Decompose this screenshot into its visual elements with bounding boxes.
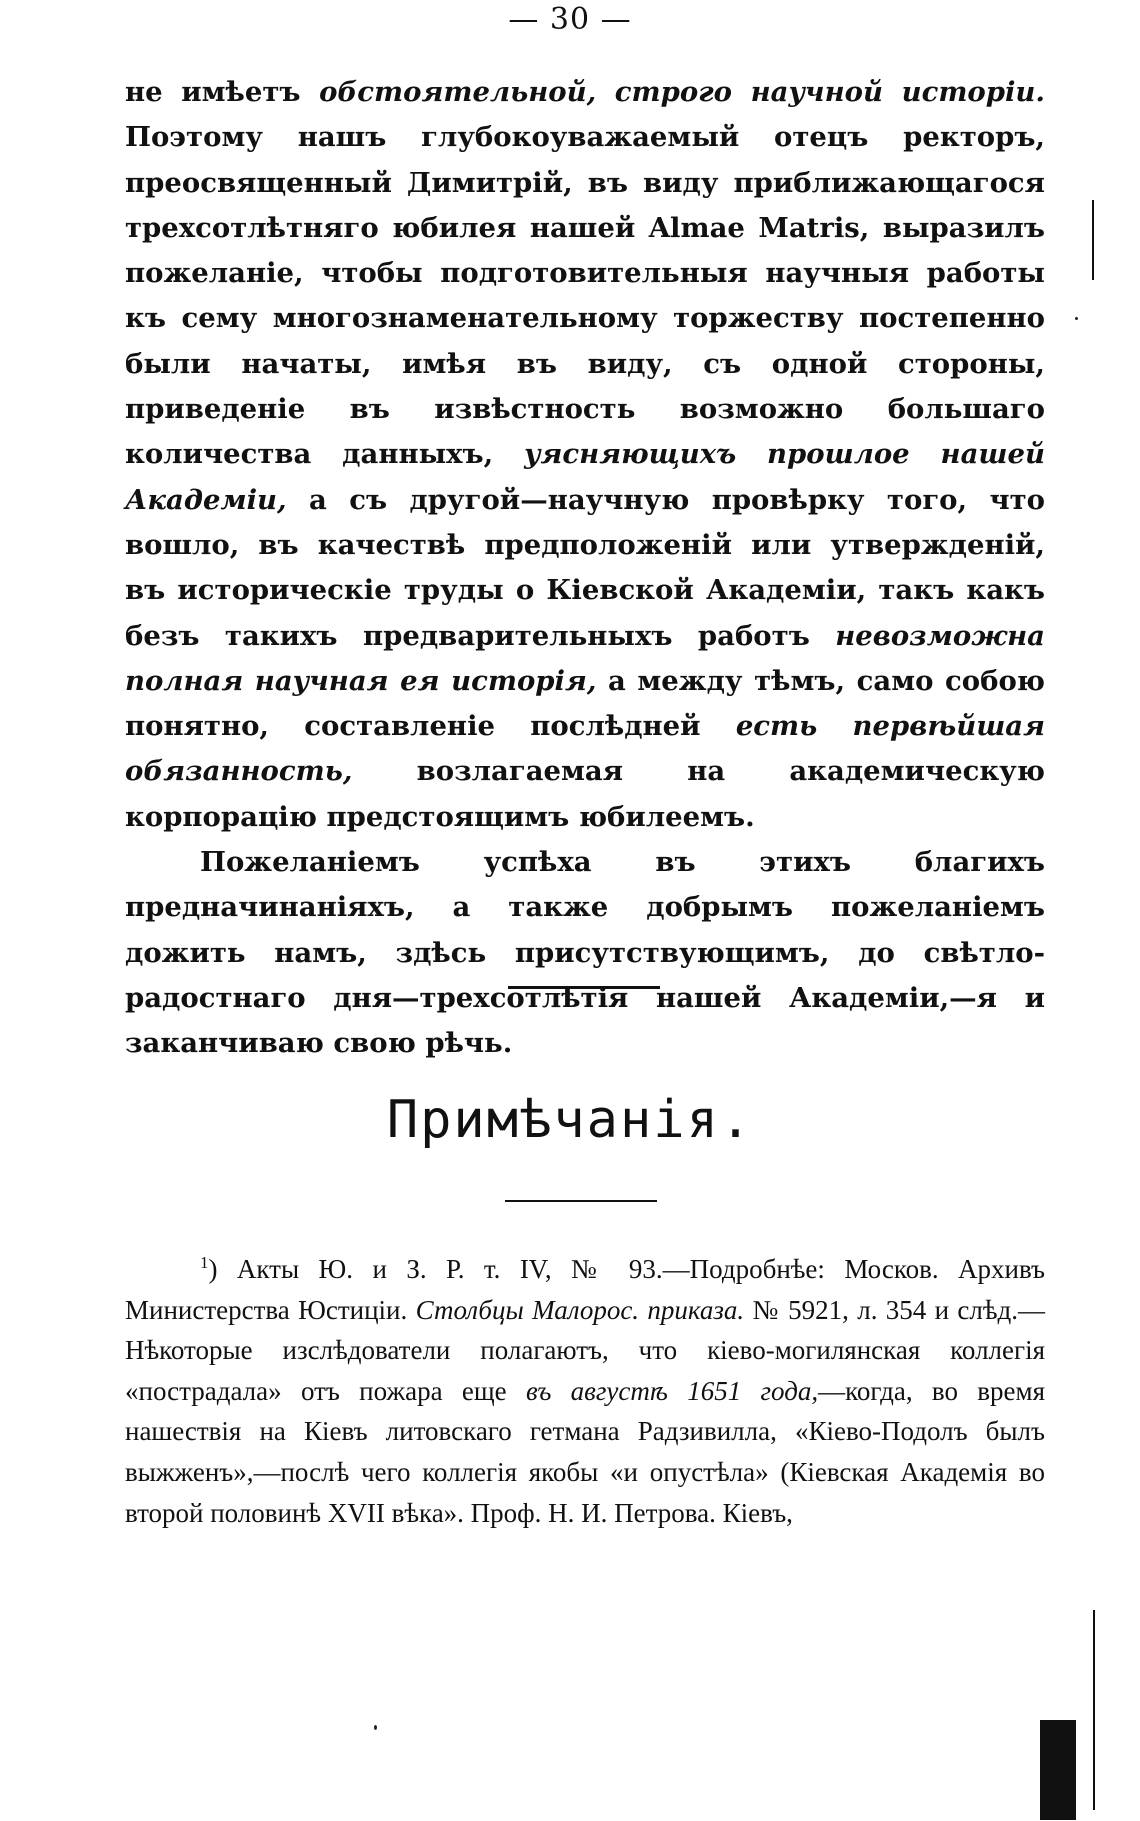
paragraph-1-text-1: не имѣетъ bbox=[125, 76, 320, 108]
paragraph-1-text-2: Поэтому нашъ глубокоуважаемый отецъ ректоръ, преосвященный Димитрій, въ виду приближающагося трехсотлѣтняго юбилея нашей Almae Matris, выразилъ пожеланіе, чтобы подготовительныя научныя работы къ сему многознаменательному торжеству постепенно были начаты, имѣя въ виду, съ одной стороны, приведеніе въ извѣстность возможно большаго количества данныхъ, bbox=[125, 121, 1045, 471]
section-divider-top bbox=[508, 986, 660, 989]
page-number: — 30 — bbox=[508, 2, 632, 37]
scan-speck bbox=[374, 1725, 377, 1730]
note-1-text-3: —когда, во время нашествія на Кіевъ литовскаго гетмана Радзивилла, «Кіево-Подолъ былъ выжженъ»,—послѣ чего коллегія якобы «и опустѣла» (Кіевская Академія во второй половинѣ XVII вѣка». Проф. Н. И. Петрова. Кіевъ, bbox=[125, 1375, 1046, 1528]
paragraph-1-text-5: возлагаемая на академическую корпорацію предстоящимъ юбилеемъ. bbox=[125, 755, 1045, 833]
scan-edge-mark bbox=[1040, 1720, 1076, 1820]
paragraph-1 bbox=[125, 70, 1045, 840]
notes-body bbox=[125, 1249, 1045, 1533]
speech-body bbox=[125, 70, 1045, 1067]
scan-edge-mark bbox=[1092, 200, 1094, 280]
section-divider-bottom bbox=[505, 1200, 657, 1202]
scan-edge-mark bbox=[1093, 1610, 1095, 1810]
note-1-italic-2: въ августѣ 1651 года, bbox=[525, 1375, 819, 1406]
note-1-text-1: ) Акты Ю. и З. Р. т. IV, № 93.—Подробнѣе: Москов. Архивъ Министерства Юстиціи. bbox=[125, 1254, 1045, 1325]
paragraph-1-italic-3: невозможна полная научная ея исторія, bbox=[125, 619, 1045, 697]
paragraph-1-italic-2: уясняющихъ прошлое нашей Академіи, bbox=[125, 438, 1045, 516]
note-1-marker: 1 bbox=[200, 1253, 209, 1272]
paragraph-1-italic-1: обстоятельной, строго научной исторіи. bbox=[319, 76, 1045, 108]
note-1-text-2: № 5921, л. 354 и слѣд.—Нѣкоторые изслѣдователи полагаютъ, что кіево-могилянская коллегія «пострадала» отъ пожара еще bbox=[125, 1294, 1046, 1406]
notes-heading: Примѣчанія. bbox=[386, 1090, 754, 1150]
note-1-italic-1: Столбцы Малорос. приказа. bbox=[415, 1294, 745, 1325]
note-1 bbox=[125, 1249, 1045, 1533]
paragraph-1-italic-4: есть первѣйшая обязанность, bbox=[125, 710, 1045, 788]
paragraph-2: Пожеланіемъ успѣха въ этихъ благихъ предначинаніяхъ, а также добрымъ пожеланіемъ дожить намъ, здѣсь присутствующимъ, до свѣтло-радостнаго дня—трехсотлѣтія нашей Академіи,—я и заканчиваю свою рѣчь. bbox=[125, 846, 1045, 1060]
paragraph-1-text-4: а между тѣмъ, само собою понятно, составленіе послѣдней bbox=[125, 664, 1045, 743]
paragraph-1-text-3: а съ другой—научную провѣрку того, что вошло, въ качествѣ предположеній или утвержденій, въ историческіе труды о Кіевской Академіи, такъ какъ безъ такихъ предварительныхъ работъ bbox=[125, 483, 1045, 652]
scan-speck bbox=[1075, 317, 1078, 320]
